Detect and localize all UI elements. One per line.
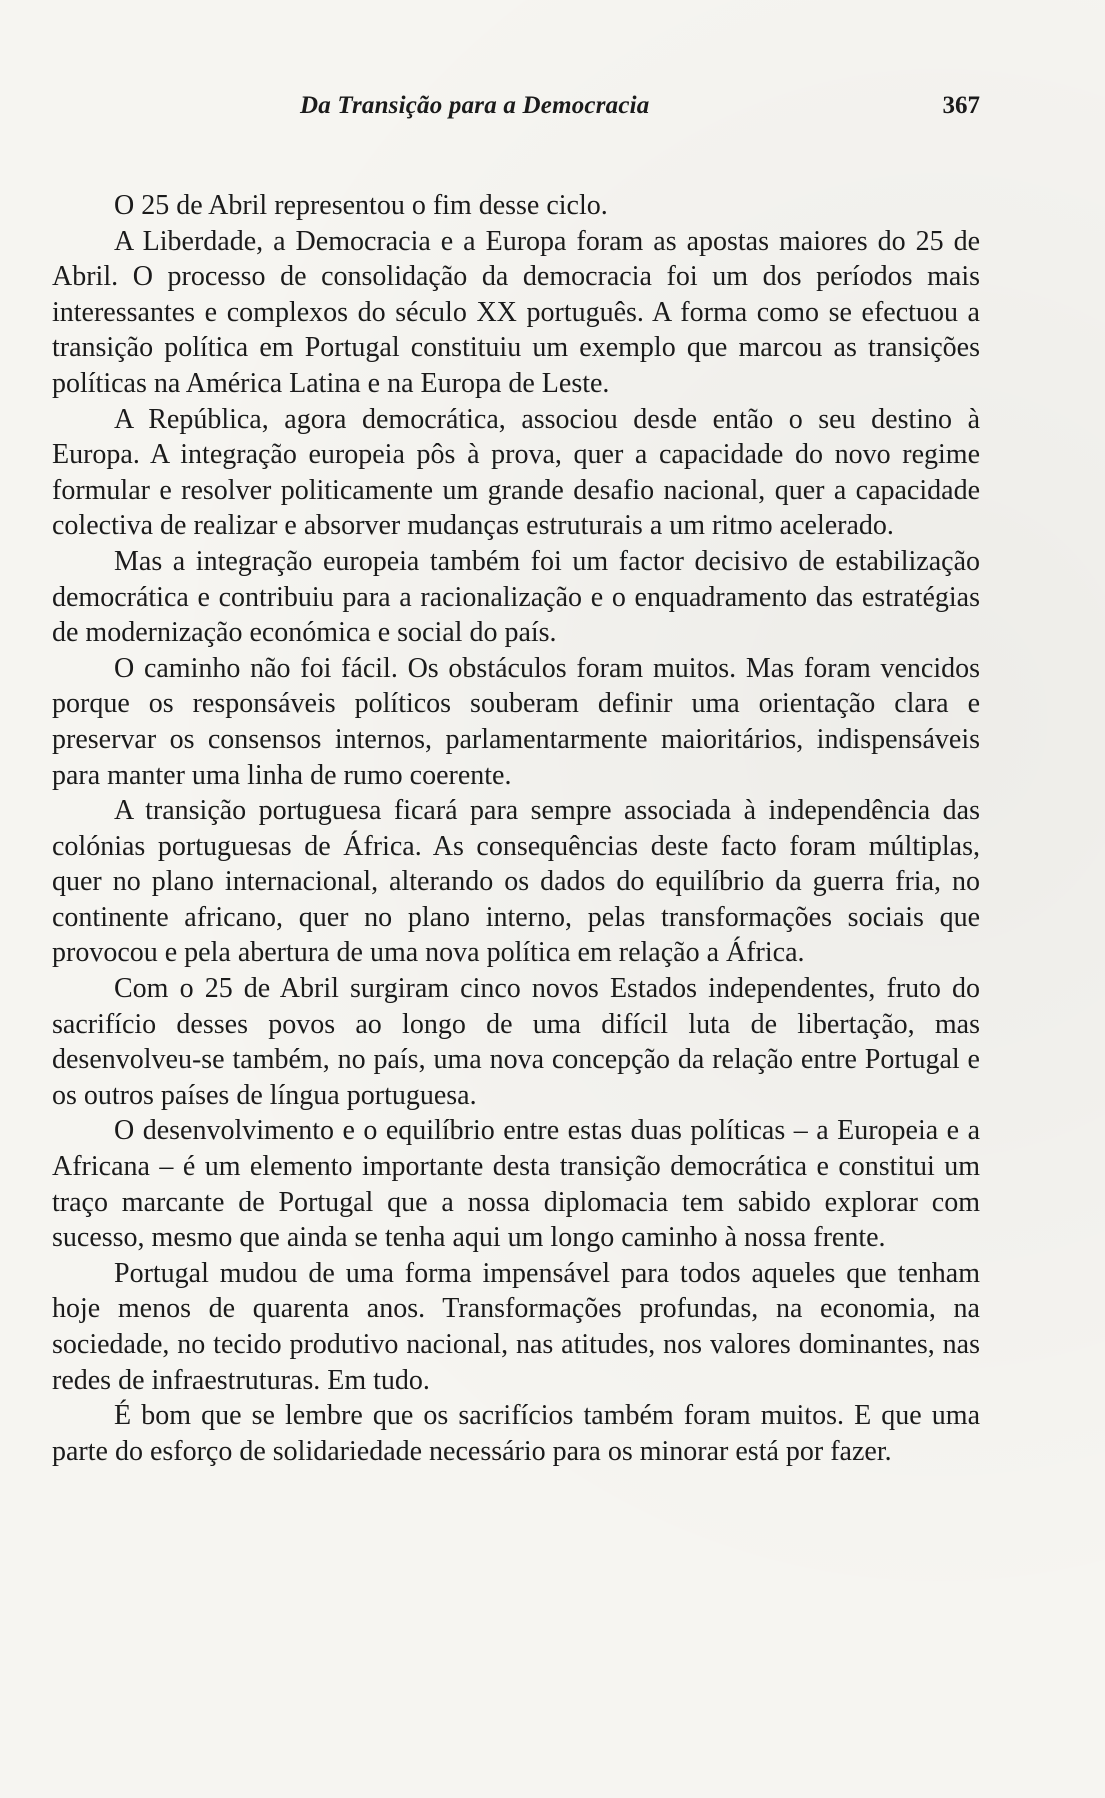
page-number: 367 [942, 92, 980, 119]
paragraph: Portugal mudou de uma forma impensável para todos aqueles que tenham hoje menos de quarenta anos. Transformações profundas, na economia, na sociedade, no tecido produtivo nacional, nas atitudes, nos valores dominantes, nas redes de infraestruturas. Em tudo. [52, 1257, 980, 1396]
running-header [300, 92, 980, 126]
paragraph: A transição portuguesa ficará para sempre associada à independência das colónias portuguesas de África. As consequências deste facto foram múltiplas, quer no plano internacional, alterando os dados do equilíbrio da guerra fria, no continente africano, quer no plano interno, pelas transformações sociais que provocou e pela abertura de uma nova política em relação a África. [52, 795, 980, 969]
paragraph: Mas a integração europeia também foi um factor decisivo de estabilização democrática e contribuiu para a racionalização e o enquadramento das estratégias de modernização económica e social do país. [52, 545, 980, 649]
paragraph: O desenvolvimento e o equilíbrio entre estas duas políticas – a Europeia e a Africana – é um elemento importante desta transição democrática e constitui um traço marcante de Portugal que a nossa diplomacia tem sabido explorar com sucesso, mesmo que ainda se tenha aqui um longo caminho à nossa frente. [52, 1115, 980, 1254]
paragraph: A República, agora democrática, associou desde então o seu destino à Europa. A integração europeia pôs à prova, quer a capacidade do novo regime formular e resolver politicamente um grande desafio nacional, quer a capacidade colectiva de realizar e absorver mudanças estruturais a um ritmo acelerado. [52, 403, 980, 542]
paragraph: É bom que se lembre que os sacrifícios também foram muitos. E que uma parte do esforço de solidariedade necessário para os minorar está por fazer. [52, 1400, 980, 1467]
paragraph: A Liberdade, a Democracia e a Europa foram as apostas maiores do 25 de Abril. O processo de consolidação da democracia foi um dos períodos mais interessantes e complexos do século XX português. A forma como se efectuou a transição política em Portugal constituiu um exemplo que marcou as transições políticas na América Latina e na Europa de Leste. [52, 225, 980, 399]
running-title: Da Transição para a Democracia [300, 92, 650, 119]
paragraph: O caminho não foi fácil. Os obstáculos foram muitos. Mas foram vencidos porque os responsáveis políticos souberam definir uma orientação clara e preservar os consensos internos, parlamentarmente maioritários, indispensáveis para manter uma linha de rumo coerente. [52, 652, 980, 791]
paragraph: Com o 25 de Abril surgiram cinco novos Estados independentes, fruto do sacrifício desses povos ao longo de uma difícil luta de libertação, mas desenvolveu-se também, no país, uma nova concepção da relação entre Portugal e os outros países de língua portuguesa. [52, 973, 980, 1111]
paragraph: O 25 de Abril representou o fim desse ciclo. [114, 190, 608, 221]
body-text [52, 188, 980, 1469]
